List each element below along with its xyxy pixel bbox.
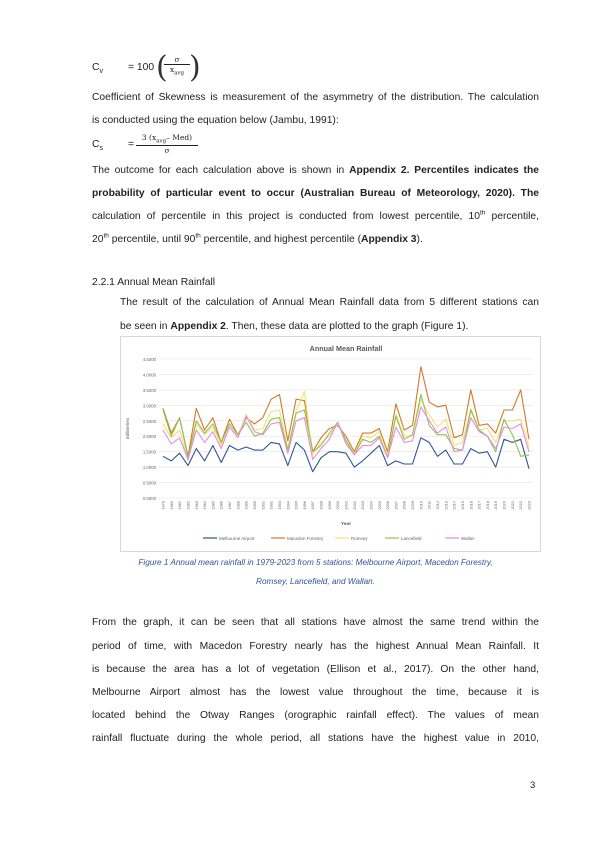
x-tick-label: 2004 <box>368 501 374 510</box>
x-tick-label: 2000 <box>335 501 341 510</box>
x-tick-label: 2002 <box>351 501 357 510</box>
x-axis-label: Year <box>340 522 352 527</box>
legend-label: Melbourne Airport <box>219 535 255 541</box>
figure-caption-line-2: Romsey, Lancefield, and Wallan. <box>256 577 375 586</box>
y-tick-label: 4.0000 <box>142 372 156 378</box>
x-tick-label: 2022 <box>518 501 524 510</box>
paragraph-outcome-line-1: The outcome for each calculation above is shown in Appendix 2. Percentiles indicates the <box>92 165 539 176</box>
legend-label: Macedon Forestry <box>287 535 324 541</box>
x-tick-label: 1987 <box>227 501 233 510</box>
legend-label: Lancefield <box>401 535 422 541</box>
x-tick-label: 1994 <box>285 501 291 510</box>
y-tick-label: 1.0000 <box>142 465 156 471</box>
cv-fraction <box>164 55 190 77</box>
y-tick-label: 3.5000 <box>142 387 156 393</box>
section-heading: 2.2.1 Annual Mean Rainfall <box>92 277 216 288</box>
y-tick-label: 1.5000 <box>142 449 156 455</box>
x-tick-label: 2006 <box>385 501 391 510</box>
x-tick-label: 1991 <box>260 501 266 510</box>
x-tick-label: 1997 <box>310 501 316 510</box>
paragraph-skewness-line-1: Coefficient of Skewness is measurement of the asymmetry of the distribution. The calculation <box>92 92 539 103</box>
x-tick-label: 2003 <box>360 501 366 510</box>
cv-close-paren: ) <box>189 50 201 85</box>
x-tick-label: 1992 <box>268 501 274 510</box>
x-tick-label: 2012 <box>435 501 440 510</box>
cv-rhs: = 100 <box>128 62 155 73</box>
x-tick-label: 2013 <box>443 501 449 510</box>
x-tick-label: 2009 <box>410 501 416 510</box>
x-tick-label: 1984 <box>202 501 208 510</box>
paragraph-discussion-line-3: is because the area has a lot of vegetation (Ellison et al., 2017). On the other hand, <box>92 664 539 675</box>
cv-symbol: $C_v$ <box>92 62 103 76</box>
x-tick-label: 1998 <box>318 501 324 510</box>
y-tick-label: 2.0000 <box>142 434 156 440</box>
cs-denominator: σ <box>164 145 170 155</box>
x-tick-label: 1985 <box>210 501 216 510</box>
legend-label: Romsey <box>351 535 368 541</box>
x-tick-label: 1995 <box>293 501 299 510</box>
y-tick-label: 2.5000 <box>142 418 156 424</box>
x-tick-label: 1986 <box>218 501 224 510</box>
cv-open-paren: ( <box>156 50 168 85</box>
chart-title: Annual Mean Rainfall <box>309 344 383 353</box>
x-tick-label: 1989 <box>243 501 249 510</box>
paragraph-outcome-line-2: probability of particular event to occur (Australian Bureau of Meteorology, 2020). The <box>92 188 539 199</box>
y-tick-label: 0.0000 <box>142 496 156 501</box>
figure-caption-line-1: Figure 1 Annual mean rainfall in 1979-2023 from 5 stations: Melbourne Airport, Macedon Forestry, <box>138 558 493 567</box>
x-tick-label: 2023 <box>526 501 532 510</box>
x-tick-label: 2014 <box>451 501 457 510</box>
x-tick-label: 1993 <box>276 501 282 510</box>
cv-denominator: $x_{avg}$ <box>169 65 185 77</box>
paragraph-discussion-line-4: Melbourne Airport almost has the lowest value throughout the time, because it is <box>92 687 539 698</box>
rainfall-chart-svg <box>121 337 540 551</box>
cs-symbol: $C_s$ <box>92 139 103 153</box>
paragraph-result-line-1: The result of the calculation of Annual Mean Rainfall data from 5 different stations can <box>120 297 539 308</box>
x-tick-label: 2015 <box>459 501 465 510</box>
x-tick-label: 2008 <box>401 501 407 510</box>
x-tick-label: 2017 <box>476 501 482 510</box>
paragraph-outcome-line-3: calculation of percentile in this project is conducted from lowest percentile, 10th percentile, <box>92 209 539 222</box>
x-tick-label: 2011 <box>426 501 432 510</box>
x-tick-label: 1988 <box>235 501 241 510</box>
legend-label: Wallan <box>461 535 475 541</box>
x-tick-label: 2020 <box>501 501 507 510</box>
paragraph-discussion-line-6: rainfall fluctuate during the whole period, all stations have the highest value in 2010, <box>92 733 539 744</box>
page-number: 3 <box>530 780 536 791</box>
rainfall-chart <box>120 336 541 552</box>
paragraph-discussion-line-1: From the graph, it can be seen that all stations have almost the same trend within the <box>92 617 539 628</box>
x-tick-label: 1983 <box>193 501 199 510</box>
y-tick-label: 0.5000 <box>142 480 156 486</box>
cv-numerator: σ <box>164 55 190 65</box>
x-tick-label: 1979 <box>160 501 166 510</box>
paragraph-outcome-line-4: 20th percentile, until 90th percentile, and highest percentile (Appendix 3). <box>92 232 423 245</box>
x-tick-label: 2016 <box>468 501 474 510</box>
x-tick-label: 2001 <box>343 501 349 510</box>
x-tick-label: 1996 <box>301 501 307 510</box>
paragraph-discussion-line-2: period of time, with Macedon Forestry nearly has the highest Annual Mean Rainfall. It <box>92 641 539 652</box>
cs-numerator: 3 ($x_{avg}-$ Med) <box>136 133 198 146</box>
x-tick-label: 2019 <box>493 501 499 510</box>
x-tick-label: 2007 <box>393 501 399 510</box>
x-tick-label: 1980 <box>168 501 174 510</box>
paragraph-result-line-2: be seen in Appendix 2. Then, these data are plotted to the graph (Figure 1). <box>120 321 469 332</box>
x-tick-label: 2021 <box>509 501 515 510</box>
y-tick-label: 4.5000 <box>142 357 156 362</box>
x-tick-label: 2005 <box>376 501 382 510</box>
paragraph-skewness-line-2: is conducted using the equation below (Jambu, 1991): <box>92 115 339 126</box>
x-tick-label: 2018 <box>484 501 490 510</box>
y-axis-label: millimetres <box>125 417 130 440</box>
cs-equals: = <box>128 139 135 150</box>
y-tick-label: 3.0000 <box>142 403 156 409</box>
cs-fraction <box>136 133 198 155</box>
x-tick-label: 1999 <box>326 501 332 510</box>
x-tick-label: 1981 <box>177 501 183 510</box>
x-tick-label: 2010 <box>418 501 424 510</box>
x-tick-label: 1982 <box>185 501 191 510</box>
x-tick-label: 1990 <box>252 501 257 510</box>
paragraph-discussion-line-5: located behind the Otway Ranges (orographic rainfall effect). The values of mean <box>92 710 539 721</box>
